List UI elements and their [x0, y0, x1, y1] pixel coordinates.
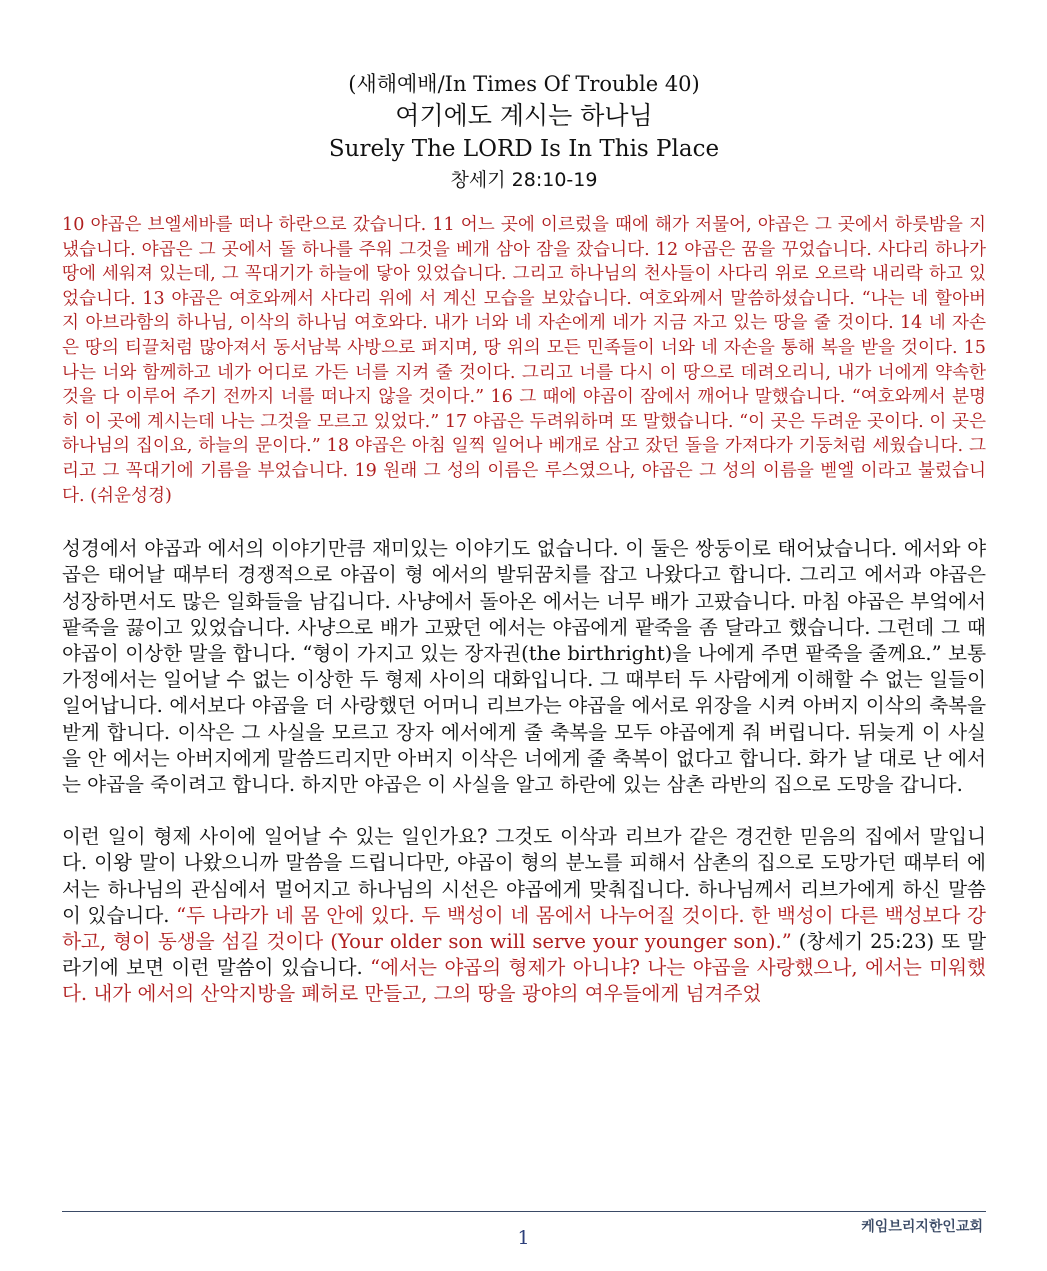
page-number: 1: [517, 1227, 530, 1249]
quote-malachi: “에서는 야곱의 형제가 아니냐? 나는 야곱을 사랑했으나, 에서는 미워했다. 내가 에서의 산악지방을 폐허로 만들고, 그의 땅을 광야의 여우들에게 넘겨주었: [62, 956, 986, 1006]
body-paragraph-1: 성경에서 야곱과 에서의 이야기만큼 재미있는 이야기도 없습니다. 이 둘은 쌍둥이로 태어났습니다. 에서와 야곱은 태어날 때부터 경쟁적으로 야곱이 형 에서의 발뒤꿈치를 잡고 나왔다고 합니다. 그리고 에서과 야곱은 성장하면서도 많은 일화들을 남깁니다. 사냥에서 돌아온 에서는 너무 배가 고팠습니다. 마침 야곱은 부엌에서 팥죽을 끓이고 있었습니다. 사냥으로 배가 고팠던 에서는 야곱에게 팥죽을 좀 달라고 했습니다. 그런데 그 때 야곱이 이상한 말을 합니다. “형이 가지고 있는 장자권(the birthright)을 나에게 주면 팥죽을 줄께요.” 보통 가정에서는 일어날 수 없는 이상한 두 형제 사이의 대화입니다. 그 때부터 두 사람에게 이해할 수 없는 일들이 일어납니다. 에서보다 야곱을 더 사랑했던 어머니 리브가는 야곱을 에서로 위장을 시켜 아버지 이삭의 축복을 받게 합니다. 이삭은 그 사실을 모르고 장자 에서에게 줄 축복을 모두 야곱에게 줘 버립니다. 뒤늦게 이 사실을 안 에서는 아버지에게 말씀드리지만 아버지 이삭은 너에게 줄 축복이 없다고 합니다. 화가 날 대로 난 에서는 야곱을 죽이려고 합니다. 하지만 야곱은 이 사실을 알고 하란에 있는 삼촌 라반의 집으로 도망을 갑니다.: [62, 537, 986, 796]
body-paragraph-2: [62, 824, 986, 1007]
paragraph-2-text-b: (창세기 25:23) 또 말라기에 보면 이런 말씀이 있습니다.: [62, 929, 986, 980]
footer-divider: [62, 1211, 986, 1212]
quote-genesis: “두 나라가 네 몸 안에 있다. 두 백성이 네 몸에서 나누어질 것이다. 한 백성이 다른 백성보다 강하고, 형이 동생을 섬길 것이다 (Your older son will serve your younger son).”: [62, 903, 986, 953]
scripture-passage: 10 야곱은 브엘세바를 떠나 하란으로 갔습니다. 11 어느 곳에 이르렀을 때에 해가 저물어, 야곱은 그 곳에서 하룻밤을 지냈습니다. 야곱은 그 곳에서 돌 하나를 주워 그것을 베개 삼아 잠을 잤습니다. 12 야곱은 꿈을 꾸었습니다. 사다리 하나가 땅에 세워져 있는데, 그 꼭대기가 하늘에 닿아 있었습니다. 그리고 하나님의 천사들이 사다리 위로 오르락 내리락 하고 있었습니다. 13 야곱은 여호와께서 사다리 위에 서 계신 모습을 보았습니다. 여호와께서 말씀하셨습니다. “나는 네 할아버지 아브라함의 하나님, 이삭의 하나님 여호와다. 내가 너와 네 자손에게 네가 지금 자고 있는 땅을 줄 것이다. 14 네 자손은 땅의 티끌처럼 많아져서 동서남북 사방으로 퍼지며, 땅 위의 모든 민족들이 너와 네 자손을 통해 복을 받을 것이다. 15 나는 너와 함께하고 네가 어디로 가든 너를 지켜 줄 것이다. 그리고 너를 다시 이 땅으로 데려오리니, 내가 너에게 약속한 것을 다 이루어 주기 전까지 너를 떠나지 않을 것이다.” 16 그 때에 야곱이 잠에서 깨어나 말했습니다. “여호와께서 분명히 이 곳에 계시는데 나는 그것을 모르고 있었다.” 17 야곱은 두려워하며 또 말했습니다. “이 곳은 두려운 곳이다. 이 곳은 하나님의 집이요, 하늘의 문이다.” 18 야곱은 아침 일찍 일어나 베개로 삼고 잤던 돌을 가져다가 기둥처럼 세웠습니다. 그리고 그 꼭대기에 기름을 부었습니다. 19 원래 그 성의 이름은 루스였으나, 야곱은 그 성의 이름을 벧엘 이라고 불렀습니다. (쉬운성경): [62, 215, 986, 506]
title-english: Surely The LORD Is In This Place: [328, 136, 720, 162]
church-name: 케임브리지한인교회: [861, 1219, 983, 1235]
title-korean: 여기에도 계시는 하나님: [395, 101, 653, 130]
scripture-reference: 창세기 28:10-19: [450, 169, 598, 191]
paragraph-2-text-a: 이런 일이 형제 사이에 일어날 수 있는 일인가요? 그것도 이삭과 리브가 같은 경건한 믿음의 집에서 말입니다. 이왕 말이 나왔으니까 말씀을 드립니다만, 야곱이 형의 분노를 피해서 삼촌의 집으로 도망가던 때부터 에서는 하나님의 관심에서 멀어지고 하나님의 시선은 야곱에게 맞춰집니다. 하나님께서 리브가에게 하신 말씀이 있습니다.: [62, 825, 986, 927]
document-page: [62, 70, 986, 1008]
sermon-header: [62, 70, 986, 195]
series-label: (새해예배/In Times Of Trouble 40): [348, 72, 700, 96]
